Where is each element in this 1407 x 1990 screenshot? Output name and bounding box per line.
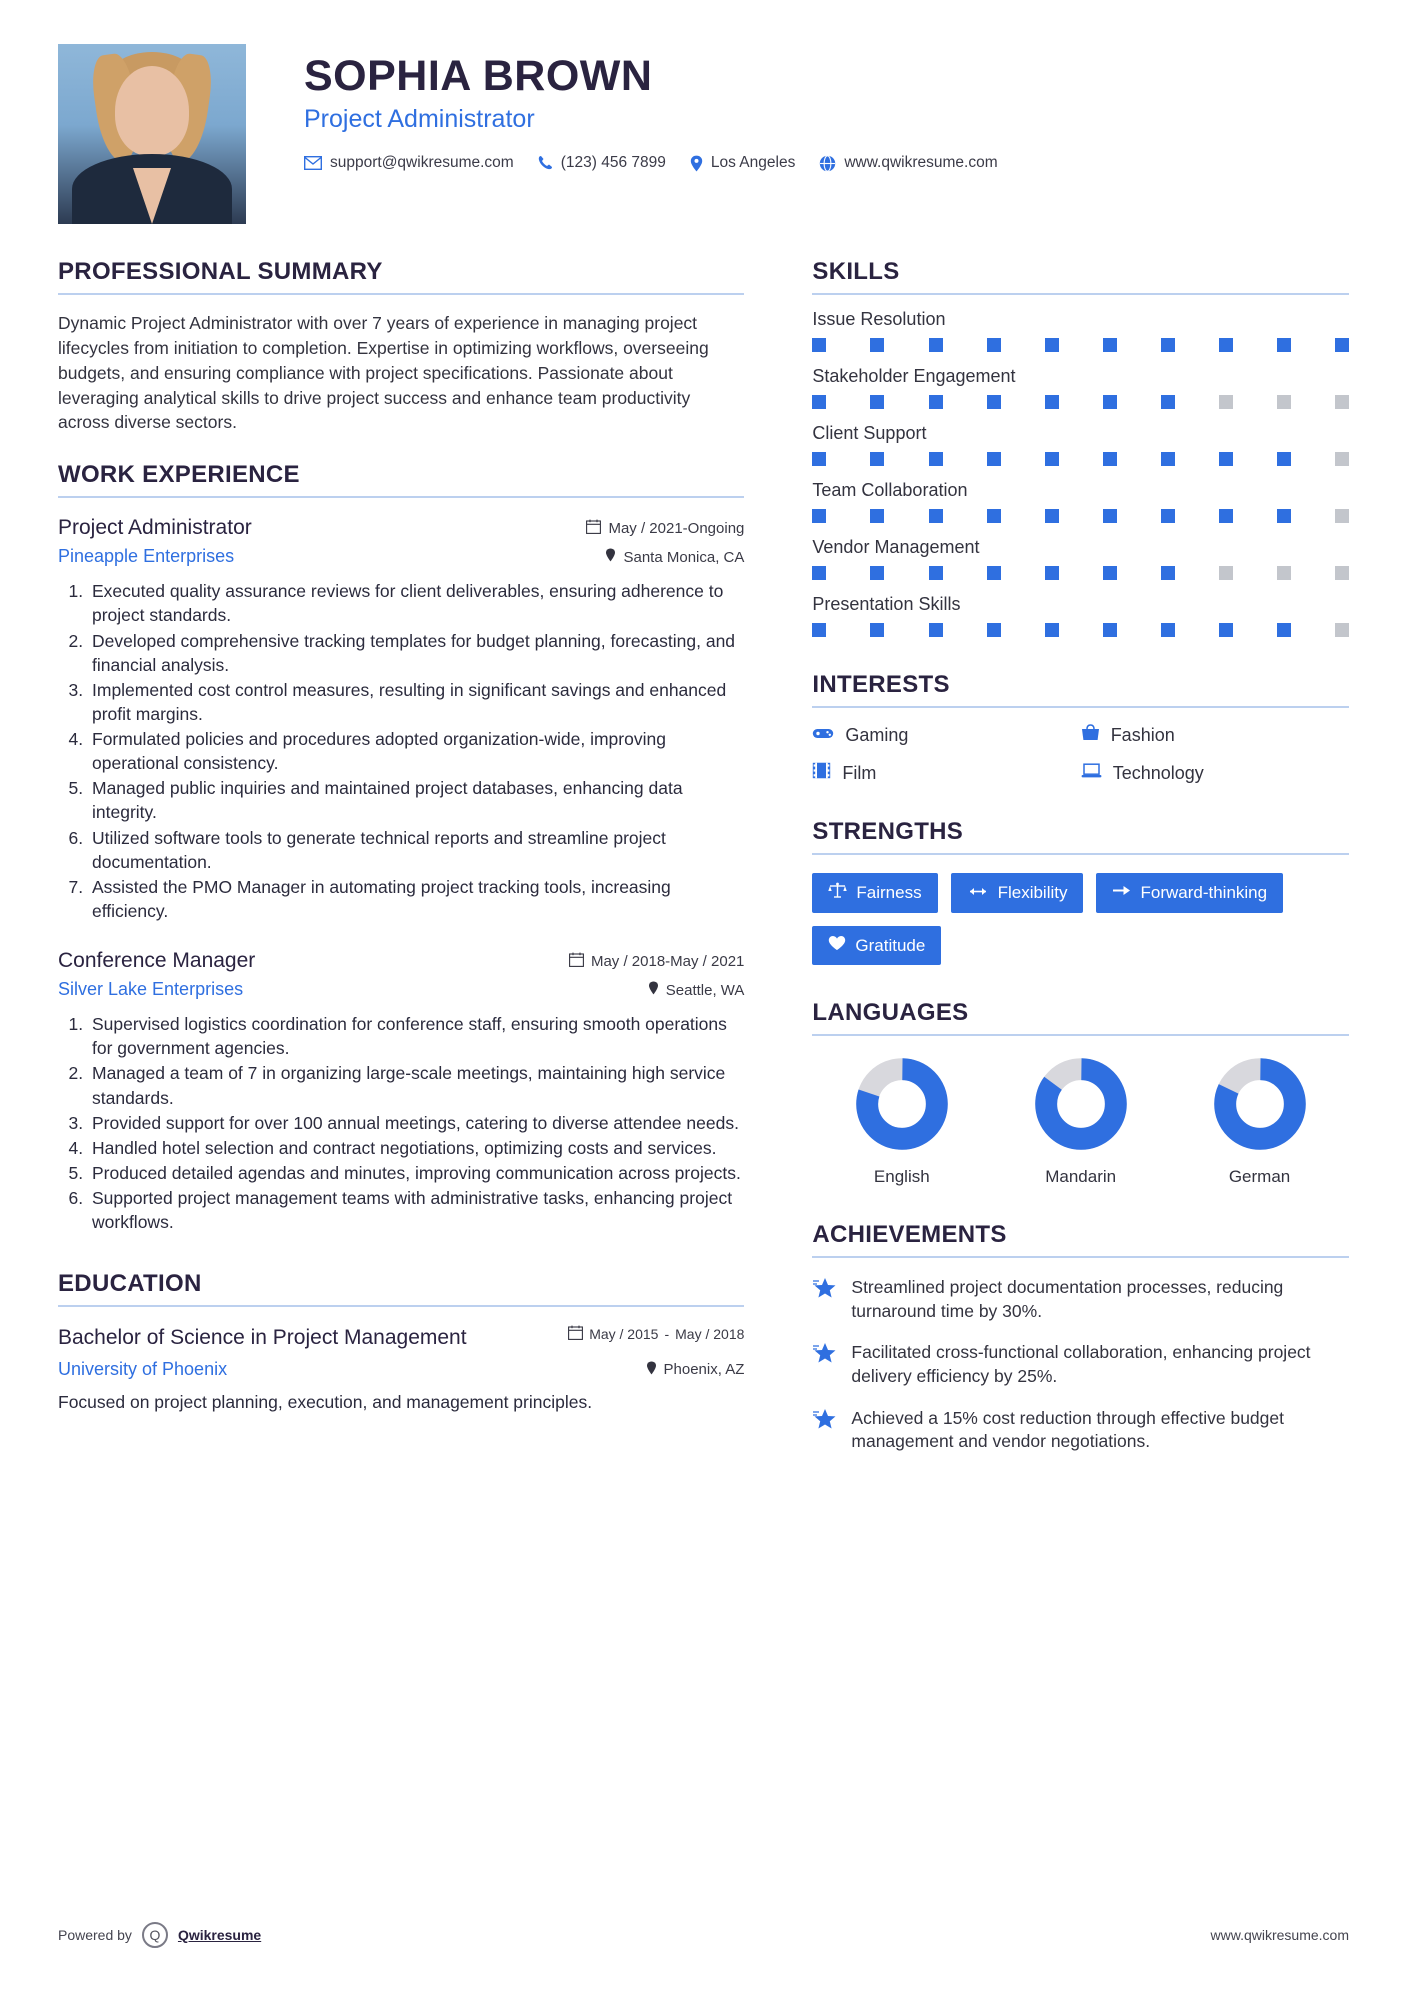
footer-site[interactable]: www.qwikresume.com bbox=[1210, 1927, 1349, 1943]
job-dates-text: May / 2021-Ongoing bbox=[608, 520, 745, 538]
skill-label: Issue Resolution bbox=[812, 309, 946, 329]
divider bbox=[58, 293, 744, 295]
interest-label: Gaming bbox=[845, 724, 909, 745]
strength-chip-flexibility[interactable] bbox=[951, 873, 1084, 913]
work-entry bbox=[58, 516, 744, 923]
location-pin-icon bbox=[648, 981, 659, 999]
divider bbox=[812, 853, 1349, 855]
section-title: SKILLS bbox=[812, 258, 900, 285]
location-pin-icon bbox=[646, 1361, 657, 1379]
section-title: PROFESSIONAL SUMMARY bbox=[58, 258, 383, 285]
interest-label: Technology bbox=[1112, 762, 1204, 783]
section-work-experience bbox=[58, 461, 744, 1234]
calendar-icon bbox=[568, 1325, 583, 1343]
powered-by-label: Powered by bbox=[58, 1927, 132, 1943]
section-professional-summary bbox=[58, 258, 744, 435]
interest-item bbox=[1081, 724, 1349, 746]
interest-item bbox=[812, 724, 1080, 746]
work-entry bbox=[58, 949, 744, 1234]
section-languages bbox=[812, 999, 1349, 1187]
star-badge-icon bbox=[812, 1341, 838, 1388]
section-skills bbox=[812, 258, 1349, 637]
list-item: 3. Provided support for over 100 annual meetings, catering to diverse attendee needs. bbox=[88, 1111, 744, 1135]
avatar bbox=[58, 44, 246, 224]
strength-chip-forward-thinking[interactable] bbox=[1096, 873, 1283, 913]
language-progress-ring bbox=[1214, 1058, 1306, 1150]
skill-rating bbox=[812, 452, 1349, 466]
divider bbox=[812, 1034, 1349, 1036]
contact-phone[interactable] bbox=[538, 154, 666, 172]
list-item: 6. Supported project management teams with administrative tasks, enhancing project workflows. bbox=[88, 1186, 744, 1234]
education-description: Focused on project planning, execution, and management principles. bbox=[58, 1391, 593, 1412]
skill-item bbox=[812, 480, 1349, 523]
section-education bbox=[58, 1270, 744, 1414]
education-location bbox=[646, 1361, 745, 1379]
interest-label: Film bbox=[842, 762, 877, 783]
strength-label: Fairness bbox=[856, 883, 922, 902]
star-badge-icon bbox=[812, 1407, 838, 1454]
contact-location-text: Los Angeles bbox=[710, 154, 796, 172]
section-strengths bbox=[812, 818, 1349, 965]
strength-chip-fairness[interactable] bbox=[812, 873, 937, 913]
job-bullets bbox=[88, 1012, 744, 1234]
section-interests bbox=[812, 671, 1349, 784]
location-pin-icon bbox=[605, 548, 616, 566]
education-dates bbox=[568, 1325, 744, 1343]
section-title: STRENGTHS bbox=[812, 818, 964, 845]
skill-label: Stakeholder Engagement bbox=[812, 366, 1016, 386]
list-item: 6. Utilized software tools to generate technical reports and streamline project documentation. bbox=[88, 826, 744, 874]
strength-label: Flexibility bbox=[997, 883, 1068, 902]
resume-header bbox=[58, 44, 1349, 224]
date-separator: - bbox=[664, 1326, 670, 1343]
skill-item bbox=[812, 537, 1349, 580]
skill-rating bbox=[812, 566, 1349, 580]
skill-item bbox=[812, 423, 1349, 466]
list-item: 4. Formulated policies and procedures adopted organization-wide, improving operational consistency. bbox=[88, 727, 744, 775]
arrows-horizontal-icon bbox=[967, 883, 989, 903]
contact-website-text: www.qwikresume.com bbox=[844, 154, 998, 172]
section-title: EDUCATION bbox=[58, 1270, 202, 1298]
language-progress-ring bbox=[1035, 1058, 1127, 1150]
achievement-item bbox=[812, 1276, 1349, 1323]
job-location-text: Santa Monica, CA bbox=[623, 548, 745, 566]
list-item: 5. Managed public inquiries and maintained project databases, enhancing data integrity. bbox=[88, 776, 744, 824]
job-dates-text: May / 2018-May / 2021 bbox=[590, 953, 745, 971]
brand-link[interactable]: Qwikresume bbox=[177, 1927, 262, 1943]
job-location-text: Seattle, WA bbox=[665, 981, 745, 999]
phone-icon bbox=[538, 155, 553, 171]
achievement-item bbox=[812, 1341, 1349, 1388]
section-title: LANGUAGES bbox=[812, 999, 969, 1026]
list-item: 7. Assisted the PMO Manager in automating project tracking tools, increasing efficiency. bbox=[88, 875, 744, 923]
right-column bbox=[790, 258, 1349, 1480]
achievement-item bbox=[812, 1407, 1349, 1454]
divider bbox=[812, 1256, 1349, 1258]
contact-email[interactable] bbox=[304, 154, 514, 172]
skill-rating bbox=[812, 338, 1349, 352]
contact-website[interactable] bbox=[819, 154, 997, 172]
divider bbox=[812, 706, 1349, 708]
calendar-icon bbox=[586, 519, 601, 538]
job-dates bbox=[586, 519, 744, 538]
strength-label: Forward-thinking bbox=[1140, 883, 1268, 902]
job-dates bbox=[569, 952, 744, 971]
contact-row bbox=[304, 154, 1349, 172]
summary-text: Dynamic Project Administrator with over 7 years of experience in managing project lifecycles from initiation to completion. Expertise in optimizing workflows, overseeing budgets, and ensuring compliance with project specifications. Passionate about leveraging analytical skills to drive project success and enhance team productivity across diverse sectors. bbox=[58, 313, 709, 433]
skill-item bbox=[812, 594, 1349, 637]
achievement-text: Achieved a 15% cost reduction through effective budget management and vendor negotiations. bbox=[851, 1407, 1284, 1452]
calendar-icon bbox=[569, 952, 584, 971]
skill-item bbox=[812, 366, 1349, 409]
list-item: 1. Supervised logistics coordination for conference staff, ensuring smooth operations for government agencies. bbox=[88, 1012, 744, 1060]
education-school: University of Phoenix bbox=[58, 1358, 228, 1379]
left-column bbox=[58, 258, 790, 1480]
envelope-icon bbox=[304, 156, 322, 170]
location-pin-icon bbox=[690, 155, 703, 172]
divider bbox=[58, 496, 744, 498]
strength-label: Gratitude bbox=[855, 935, 926, 955]
education-degree: Bachelor of Science in Project Management bbox=[58, 1326, 467, 1350]
education-date-start: May / 2015 bbox=[589, 1325, 659, 1342]
list-item: 1. Executed quality assurance reviews for client deliverables, ensuring adherence to project standards. bbox=[88, 579, 744, 627]
job-company: Pineapple Enterprises bbox=[58, 546, 235, 567]
contact-email-text: support@qwikresume.com bbox=[330, 154, 514, 172]
star-badge-icon bbox=[812, 1276, 838, 1323]
skill-rating bbox=[812, 623, 1349, 637]
language-progress-ring bbox=[856, 1058, 948, 1150]
list-item: 4. Handled hotel selection and contract negotiations, optimizing costs and services. bbox=[88, 1136, 744, 1160]
section-title: WORK EXPERIENCE bbox=[58, 461, 300, 489]
qwikresume-logo-icon: Q bbox=[142, 1922, 168, 1948]
list-item: 2. Managed a team of 7 in organizing large-scale meetings, maintaining high service standards. bbox=[88, 1061, 744, 1109]
skill-rating bbox=[812, 395, 1349, 409]
heart-icon bbox=[828, 935, 846, 956]
interest-label: Fashion bbox=[1110, 724, 1175, 745]
bag-icon bbox=[1081, 724, 1100, 746]
skill-item bbox=[812, 309, 1349, 352]
list-item: 3. Implemented cost control measures, resulting in significant savings and enhanced profit margins. bbox=[88, 678, 744, 726]
divider bbox=[812, 293, 1349, 295]
interest-item bbox=[812, 762, 1080, 784]
language-item bbox=[1214, 1058, 1306, 1187]
job-company: Silver Lake Enterprises bbox=[58, 979, 244, 1000]
job-bullets bbox=[88, 579, 744, 923]
divider bbox=[58, 1305, 744, 1307]
footer bbox=[58, 1922, 1349, 1948]
achievement-text: Streamlined project documentation processes, reducing turnaround time by 30%. bbox=[851, 1277, 1284, 1321]
language-item bbox=[856, 1058, 948, 1187]
scales-icon bbox=[828, 882, 847, 904]
skill-label: Presentation Skills bbox=[812, 594, 961, 614]
list-item: 2. Developed comprehensive tracking templates for budget planning, forecasting, and financial analysis. bbox=[88, 629, 744, 677]
section-achievements bbox=[812, 1221, 1349, 1454]
laptop-icon bbox=[1081, 763, 1102, 784]
job-title: Conference Manager bbox=[58, 949, 256, 973]
skill-label: Team Collaboration bbox=[812, 480, 968, 500]
education-location-text: Phoenix, AZ bbox=[663, 1361, 745, 1379]
language-label: German bbox=[1228, 1167, 1291, 1186]
education-date-end: May / 2018 bbox=[675, 1325, 745, 1342]
job-role-subtitle: Project Administrator bbox=[304, 105, 535, 134]
list-item: 5. Produced detailed agendas and minutes, improving communication across projects. bbox=[88, 1161, 744, 1185]
contact-location[interactable] bbox=[690, 154, 795, 172]
skill-label: Vendor Management bbox=[812, 537, 980, 557]
globe-icon bbox=[819, 155, 836, 172]
job-location bbox=[648, 981, 745, 999]
language-label: English bbox=[873, 1167, 930, 1186]
page-title: SOPHIA BROWN bbox=[304, 52, 653, 100]
strength-chip-gratitude[interactable] bbox=[812, 926, 941, 965]
arrow-right-icon bbox=[1112, 883, 1131, 903]
film-icon bbox=[812, 762, 831, 784]
interest-item bbox=[1081, 762, 1349, 784]
section-title: INTERESTS bbox=[812, 671, 950, 698]
section-title: ACHIEVEMENTS bbox=[812, 1221, 1007, 1248]
language-item bbox=[1035, 1058, 1127, 1187]
contact-phone-text: (123) 456 7899 bbox=[560, 154, 666, 172]
achievement-text: Facilitated cross-functional collaboration, enhancing project delivery efficiency by 25%. bbox=[851, 1342, 1311, 1386]
skill-label: Client Support bbox=[812, 423, 927, 443]
gamepad-icon bbox=[812, 725, 834, 746]
language-label: Mandarin bbox=[1045, 1167, 1117, 1186]
skill-rating bbox=[812, 509, 1349, 523]
job-title: Project Administrator bbox=[58, 516, 252, 540]
job-location bbox=[605, 548, 744, 566]
